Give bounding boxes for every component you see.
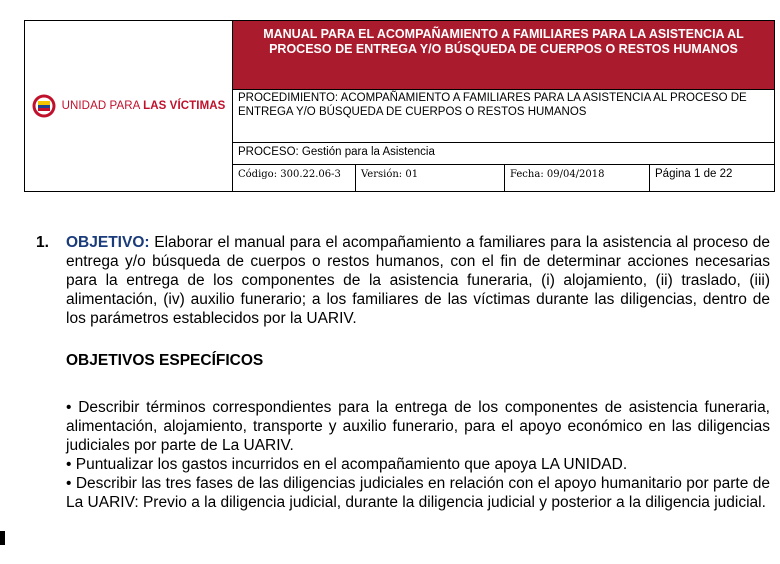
- list-item: • Puntualizar los gastos incurridos en el acompañamiento que apoya LA UNIDAD.: [66, 456, 628, 473]
- manual-title: MANUAL PARA EL ACOMPAÑAMIENTO A FAMILIARES PARA LA ASISTENCIA AL PROCESO DE ENTREGA Y/O BÚSQUEDA DE CUERPOS O RESTOS HUMANOS: [233, 21, 774, 89]
- document-body: [36, 233, 770, 512]
- objetivo-label: OBJETIVO:: [66, 234, 150, 251]
- edge-mark: [0, 531, 5, 545]
- list-item: • Describir las tres fases de las diligencias judiciales en relación con el apoyo humanitario por parte de La UARIV: Previo a la diligencia judicial, durante la diligencia judicial y posterior a la diligencia judicial.: [66, 475, 770, 511]
- objetivos-especificos-heading: OBJETIVOS ESPECÍFICOS: [66, 352, 264, 369]
- unidad-victimas-logo: [32, 94, 226, 118]
- objetivo-paragraph: [66, 233, 770, 328]
- procedimiento-label: PROCEDIMIENTO: ACOMPAÑAMIENTO A FAMILIARES PARA LA ASISTENCIA AL PROCESO DE ENTREGA Y/O BÚSQUEDA DE CUERPOS O RESTOS HUMANOS: [233, 89, 774, 142]
- objetivos-especificos-list: [66, 398, 770, 512]
- document-meta-row: [233, 164, 774, 192]
- codigo-field: Código: 300.22.06-3: [233, 165, 356, 192]
- version-field: Versión: 01: [356, 165, 505, 192]
- logo-cell: [25, 21, 233, 191]
- logo-text: UNIDAD PARA LAS VÍCTIMAS: [61, 100, 226, 112]
- document-header: [24, 20, 775, 192]
- section-number: 1.: [36, 234, 49, 251]
- fecha-field: Fecha: 09/04/2018: [505, 165, 650, 192]
- proceso-label: PROCESO: Gestión para la Asistencia: [233, 142, 774, 164]
- objetivo-section: [36, 233, 770, 328]
- colombia-seal-icon: [32, 94, 56, 118]
- page-number: Página 1 de 22: [655, 168, 733, 180]
- objetivo-text: Elaborar el manual para el acompañamiento a familiares para la asistencia al proceso de entrega y/o búsqueda de cuerpos o restos humanos, con el fin de determinar acciones necesarias para la entrega de los componentes de la asistencia funeraria, (i) alojamiento, (ii) traslado, (iii) alimentación, (iv) auxilio funerario; a los familiares de las víctimas durante las diligencias, dentro de los parámetros establecidos por la UARIV.: [66, 234, 770, 327]
- list-item: • Describir términos correspondientes para la entrega de los componentes de asistencia funeraria, alimentación, alojamiento, transporte y auxilio funerario, para el apoyo económico en las diligencias judiciales por parte de La UARIV.: [66, 399, 770, 454]
